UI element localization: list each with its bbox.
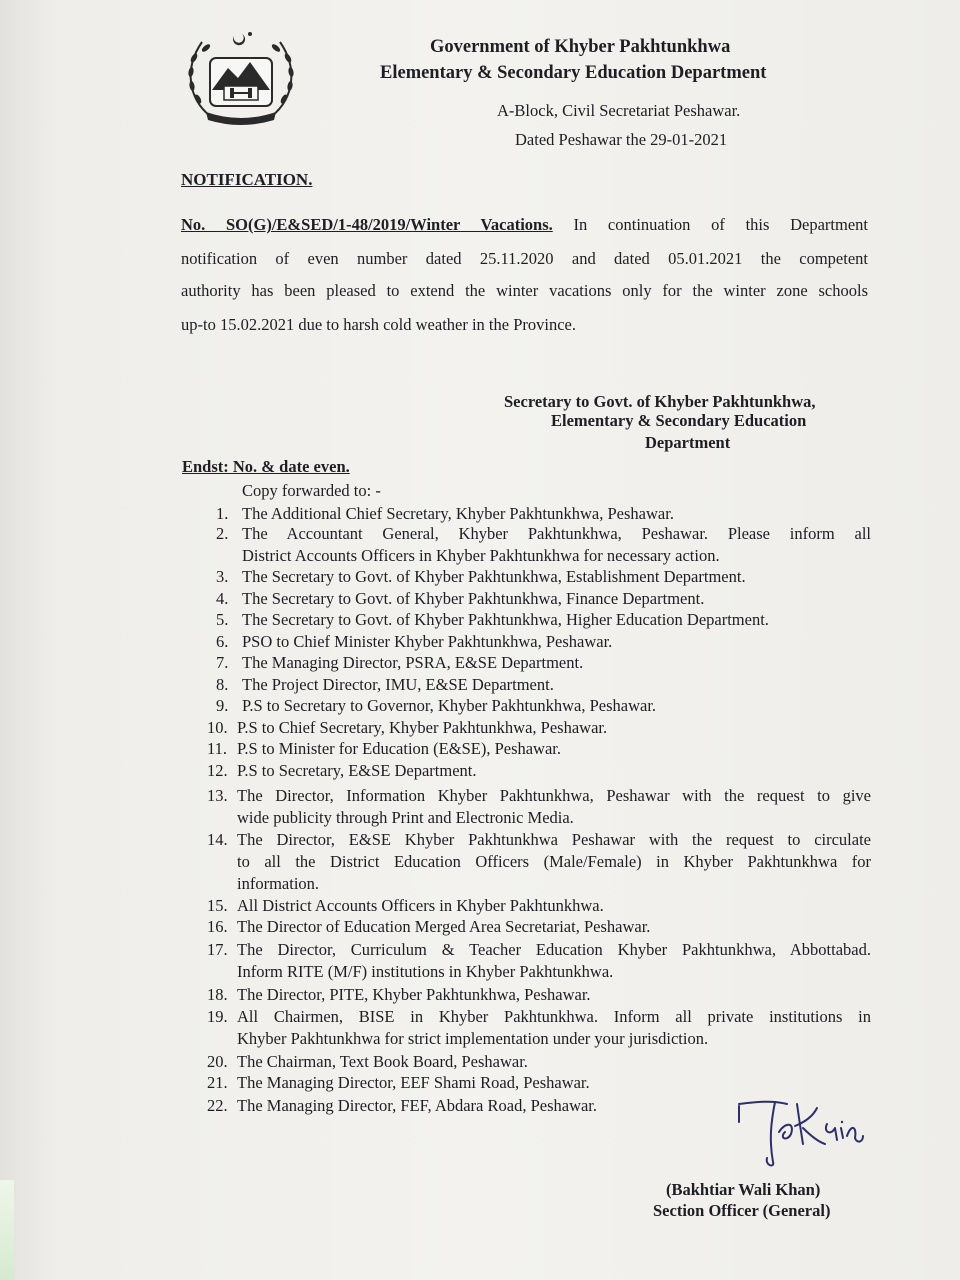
handwritten-signature — [735, 1092, 865, 1172]
list-item-text: All District Accounts Officers in Khyber Pakhtunkhwa. — [237, 896, 604, 915]
list-item-text: information. — [237, 874, 320, 893]
list-item-number: 16. — [207, 917, 228, 936]
list-item-text: P.S to Secretary to Governor, Khyber Pakhtunkhwa, Peshawar. — [242, 696, 657, 715]
list-item-number: 12. — [207, 761, 228, 780]
copy-forwarded-label: Copy forwarded to: - — [242, 481, 381, 500]
notification-line-1 — [181, 215, 868, 235]
list-item-number: 5. — [216, 610, 229, 629]
list-item-text: The Director, PITE, Khyber Pakhtunkhwa, Peshawar. — [237, 985, 591, 1004]
list-item-text: The Director of Education Merged Area Secretariat, Peshawar. — [237, 917, 651, 936]
notification-line-1-text: In continuation of this Department — [552, 215, 868, 234]
list-item-text: The Director, Information Khyber Pakhtunkhwa, Peshawar with the request to give — [237, 786, 871, 805]
header-date: Dated Peshawar the 29-01-2021 — [515, 130, 728, 149]
kp-government-emblem — [180, 28, 302, 128]
header-government-title: Government of Khyber Pakhtunkhwa — [430, 37, 731, 57]
officer-designation: Section Officer (General) — [653, 1201, 831, 1220]
list-item-text: The Director, Curriculum & Teacher Education Khyber Pakhtunkhwa, Abbottabad. — [237, 940, 871, 959]
secretary-title-line-3: Department — [645, 433, 731, 452]
list-item-number: 6. — [216, 632, 229, 651]
list-item-text: Khyber Pakhtunkhwa for strict implementation under your jurisdiction. — [237, 1029, 709, 1048]
list-item-text: The Accountant General, Khyber Pakhtunkhwa, Peshawar. Please inform all — [242, 524, 871, 543]
secretary-title-line-2: Elementary & Secondary Education — [551, 411, 807, 430]
notification-line-3: authority has been pleased to extend the winter vacations only for the winter zone schools — [181, 281, 868, 300]
list-item-number: 3. — [216, 567, 229, 586]
page-edge-shadow — [0, 1180, 14, 1280]
list-item-text: to all the District Education Officers (Male/Female) in Khyber Pakhtunkhwa for — [237, 852, 871, 871]
list-item-text: The Additional Chief Secretary, Khyber Pakhtunkhwa, Peshawar. — [242, 504, 674, 523]
list-item-text: The Managing Director, EEF Shami Road, Peshawar. — [237, 1073, 590, 1092]
list-item-text: The Secretary to Govt. of Khyber Pakhtunkhwa, Establishment Department. — [242, 567, 746, 586]
officer-name: (Bakhtiar Wali Khan) — [666, 1180, 821, 1199]
list-item-text: The Secretary to Govt. of Khyber Pakhtunkhwa, Higher Education Department. — [242, 610, 769, 629]
endorsement-title: Endst: No. & date even. — [182, 457, 350, 476]
list-item-number: 13. — [207, 786, 228, 805]
list-item-text: PSO to Chief Minister Khyber Pakhtunkhwa, Peshawar. — [242, 632, 613, 651]
list-item-number: 19. — [207, 1007, 228, 1026]
list-item-number: 21. — [207, 1073, 228, 1092]
header-department-title: Elementary & Secondary Education Department — [380, 63, 767, 83]
list-item-text: wide publicity through Print and Electronic Media. — [237, 808, 574, 827]
notification-title: NOTIFICATION. — [181, 170, 313, 189]
list-item-number: 7. — [216, 653, 229, 672]
list-item-text: The Secretary to Govt. of Khyber Pakhtunkhwa, Finance Department. — [242, 589, 705, 608]
list-item-text: P.S to Minister for Education (E&SE), Peshawar. — [237, 739, 562, 758]
list-item-text: The Director, E&SE Khyber Pakhtunkhwa Peshawar with the request to circulate — [237, 830, 871, 849]
list-item-text: P.S to Chief Secretary, Khyber Pakhtunkhwa, Peshawar. — [237, 718, 608, 737]
list-item-text: P.S to Secretary, E&SE Department. — [237, 761, 477, 780]
list-item-text: District Accounts Officers in Khyber Pakhtunkhwa for necessary action. — [242, 546, 720, 565]
list-item-text: The Chairman, Text Book Board, Peshawar. — [237, 1052, 528, 1071]
notification-line-2: notification of even number dated 25.11.2020 and dated 05.01.2021 the competent — [181, 249, 868, 268]
list-item-number: 10. — [207, 718, 228, 737]
list-item-number: 4. — [216, 589, 229, 608]
list-item-text: The Managing Director, PSRA, E&SE Department. — [242, 653, 584, 672]
list-item-number: 2. — [216, 524, 229, 543]
list-item-text: The Managing Director, FEF, Abdara Road, Peshawar. — [237, 1096, 598, 1115]
list-item-text: The Project Director, IMU, E&SE Department. — [242, 675, 554, 694]
list-item-number: 18. — [207, 985, 228, 1004]
notification-line-4: up-to 15.02.2021 due to harsh cold weather in the Province. — [181, 315, 576, 334]
list-item-text: All Chairmen, BISE in Khyber Pakhtunkhwa. Inform all private institutions in — [237, 1007, 871, 1026]
list-item-number: 8. — [216, 675, 229, 694]
list-item-number: 14. — [207, 830, 228, 849]
list-item-number: 1. — [216, 504, 229, 523]
list-item-number: 11. — [207, 739, 228, 758]
list-item-number: 20. — [207, 1052, 228, 1071]
list-item-number: 22. — [207, 1096, 228, 1115]
secretary-title-line-1: Secretary to Govt. of Khyber Pakhtunkhwa, — [504, 392, 816, 411]
header-address: A-Block, Civil Secretariat Peshawar. — [497, 101, 741, 120]
list-item-text: Inform RITE (M/F) institutions in Khyber Pakhtunkhwa. — [237, 962, 614, 981]
notification-reference-number: No. SO(G)/E&SED/1-48/2019/Winter Vacations. — [181, 215, 553, 234]
list-item-number: 17. — [207, 940, 228, 959]
list-item-number: 15. — [207, 896, 228, 915]
list-item-number: 9. — [216, 696, 229, 715]
